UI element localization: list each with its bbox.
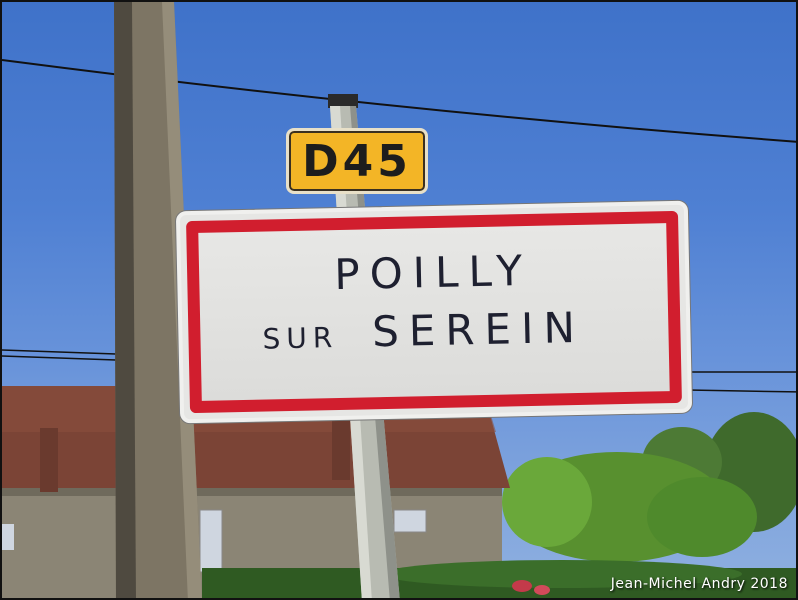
town-name-line2 [262, 303, 585, 359]
town-name-connector: SUR [262, 321, 339, 356]
trees [502, 412, 798, 562]
photo-credit: Jean-Michel Andry 2018 [610, 576, 788, 592]
route-number-plate: D45 [286, 128, 428, 194]
town-entrance-sign [176, 201, 692, 424]
town-name-line1: POILLY [333, 245, 533, 300]
town-name-river: SEREIN [371, 302, 586, 357]
